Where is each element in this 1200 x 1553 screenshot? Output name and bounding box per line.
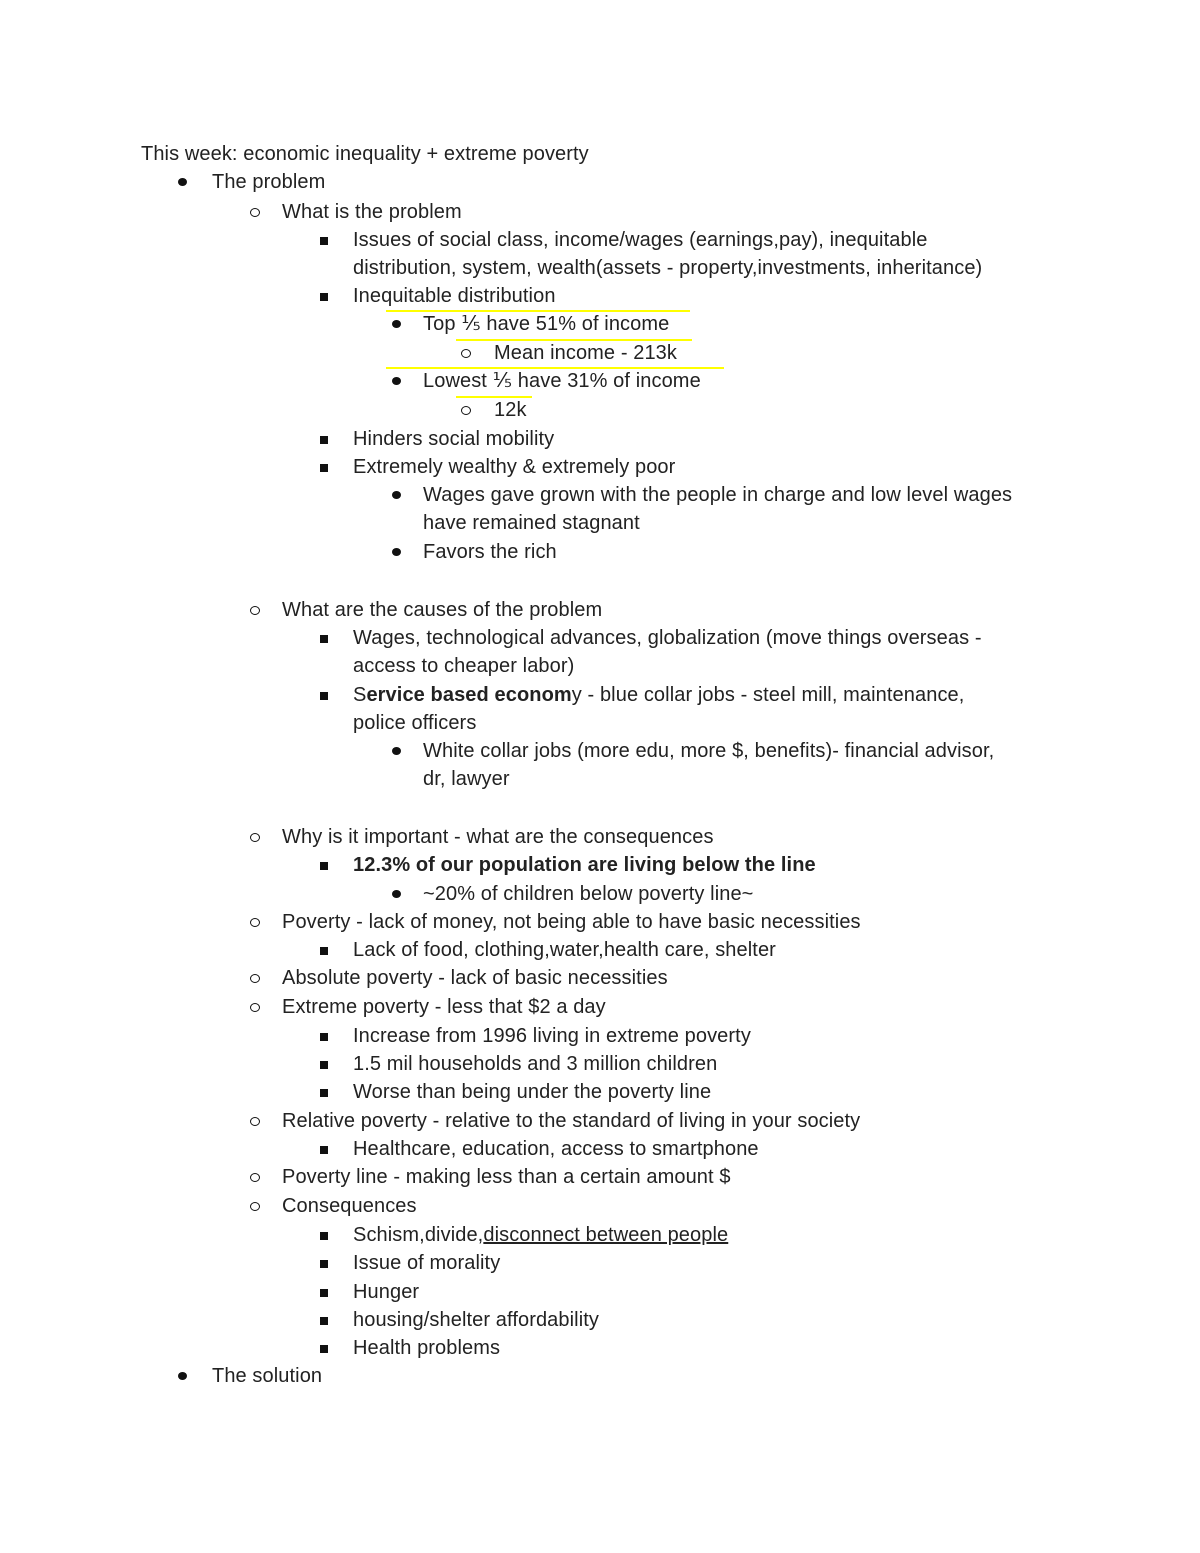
bullet-circle-icon bbox=[245, 1163, 265, 1182]
heading-problem: The problem bbox=[212, 171, 326, 193]
list-item: Mean income - 213k bbox=[494, 342, 678, 364]
list-item: Relative poverty - relative to the standard of living in your society bbox=[282, 1110, 861, 1132]
list-item-continuation: distribution, system, wealth(assets - property,investments, inheritance) bbox=[353, 257, 983, 279]
bullet-square-icon bbox=[314, 226, 334, 245]
list-item: Worse than being under the poverty line bbox=[353, 1081, 712, 1103]
list-item: Consequences bbox=[282, 1195, 417, 1217]
list-item-continuation: dr, lawyer bbox=[423, 768, 510, 790]
highlighted-row bbox=[456, 396, 532, 421]
bullet-disc-icon bbox=[386, 880, 406, 898]
bullet-circle-icon bbox=[245, 908, 265, 927]
bullet-square-icon bbox=[314, 1249, 334, 1268]
list-item: What are the causes of the problem bbox=[282, 599, 603, 621]
list-item: Top ⅕ have 51% of income bbox=[423, 313, 670, 335]
highlighted-row bbox=[386, 310, 690, 335]
bullet-circle-icon bbox=[245, 198, 265, 217]
text-run: Schism,divide, bbox=[353, 1224, 484, 1246]
list-item: Wages, technological advances, globalization (move things overseas - bbox=[353, 627, 982, 649]
bullet-disc-icon bbox=[172, 168, 192, 186]
highlighted-row bbox=[386, 367, 724, 392]
bullet-circle-icon bbox=[456, 396, 476, 415]
list-item: Wages gave grown with the people in charge and low level wages bbox=[423, 484, 1013, 506]
bullet-disc-icon bbox=[386, 481, 406, 499]
list-item-bold: 12.3% of our population are living below the line bbox=[353, 854, 816, 876]
bullet-disc-icon bbox=[172, 1362, 192, 1380]
bullet-circle-icon bbox=[245, 993, 265, 1012]
bullet-disc-icon bbox=[386, 737, 406, 755]
list-item: Issue of morality bbox=[353, 1252, 501, 1274]
list-item: 12k bbox=[494, 399, 527, 421]
list-item: Hunger bbox=[353, 1281, 420, 1303]
list-item: Increase from 1996 living in extreme poverty bbox=[353, 1025, 751, 1047]
bullet-circle-icon bbox=[245, 823, 265, 842]
bullet-square-icon bbox=[314, 1306, 334, 1325]
list-item-continuation: access to cheaper labor) bbox=[353, 655, 575, 677]
bullet-square-icon bbox=[314, 1334, 334, 1353]
list-item: Lack of food, clothing,water,health care, shelter bbox=[353, 939, 776, 961]
bullet-square-icon bbox=[314, 1135, 334, 1154]
list-item: White collar jobs (more edu, more $, benefits)- financial advisor, bbox=[423, 740, 995, 762]
list-item: Hinders social mobility bbox=[353, 428, 555, 450]
bullet-square-icon bbox=[314, 681, 334, 700]
underlined-text: disconnect between people bbox=[483, 1224, 729, 1246]
bullet-square-icon bbox=[314, 624, 334, 643]
bullet-circle-icon bbox=[245, 1107, 265, 1126]
bullet-square-icon bbox=[314, 1278, 334, 1297]
list-item: Inequitable distribution bbox=[353, 285, 556, 307]
bullet-square-icon bbox=[314, 936, 334, 955]
list-item: housing/shelter affordability bbox=[353, 1309, 600, 1331]
bullet-circle-icon bbox=[245, 596, 265, 615]
bullet-square-icon bbox=[314, 1221, 334, 1240]
list-item: Absolute poverty - lack of basic necessities bbox=[282, 967, 668, 989]
bullet-square-icon bbox=[314, 425, 334, 444]
list-item: Poverty line - making less than a certain amount $ bbox=[282, 1166, 731, 1188]
bullet-square-icon bbox=[314, 1050, 334, 1069]
list-item: ~20% of children below poverty line~ bbox=[423, 883, 754, 905]
text-run: y - blue collar jobs - steel mill, maintenance, bbox=[571, 684, 965, 706]
list-item: Lowest ⅕ have 31% of income bbox=[423, 370, 701, 392]
list-item: Favors the rich bbox=[423, 541, 557, 563]
list-item-continuation: have remained stagnant bbox=[423, 512, 640, 534]
list-item: Extreme poverty - less that $2 a day bbox=[282, 996, 606, 1018]
list-item: 1.5 mil households and 3 million children bbox=[353, 1053, 718, 1075]
list-item bbox=[353, 681, 964, 709]
heading-solution: The solution bbox=[212, 1365, 323, 1387]
list-item bbox=[353, 1221, 728, 1249]
text-run: S bbox=[353, 684, 367, 706]
list-item: Health problems bbox=[353, 1337, 501, 1359]
list-item-continuation: police officers bbox=[353, 712, 477, 734]
list-item: Why is it important - what are the consequences bbox=[282, 826, 714, 848]
bullet-square-icon bbox=[314, 282, 334, 301]
bullet-circle-icon bbox=[456, 339, 476, 358]
list-item: Poverty - lack of money, not being able to have basic necessities bbox=[282, 911, 861, 933]
bullet-circle-icon bbox=[245, 1192, 265, 1211]
bullet-square-icon bbox=[314, 851, 334, 870]
list-item: What is the problem bbox=[282, 201, 462, 223]
highlighted-row bbox=[456, 339, 692, 364]
bold-text: ervice based econom bbox=[366, 684, 572, 706]
bullet-circle-icon bbox=[245, 964, 265, 983]
list-item: Issues of social class, income/wages (earnings,pay), inequitable bbox=[353, 229, 928, 251]
bullet-square-icon bbox=[314, 1078, 334, 1097]
list-item: Healthcare, education, access to smartphone bbox=[353, 1138, 759, 1160]
bullet-disc-icon bbox=[386, 367, 406, 385]
page-title: This week: economic inequality + extreme poverty bbox=[141, 143, 589, 165]
bullet-disc-icon bbox=[386, 310, 406, 328]
bullet-square-icon bbox=[314, 1022, 334, 1041]
bullet-disc-icon bbox=[386, 538, 406, 556]
bullet-square-icon bbox=[314, 453, 334, 472]
list-item: Extremely wealthy & extremely poor bbox=[353, 456, 676, 478]
